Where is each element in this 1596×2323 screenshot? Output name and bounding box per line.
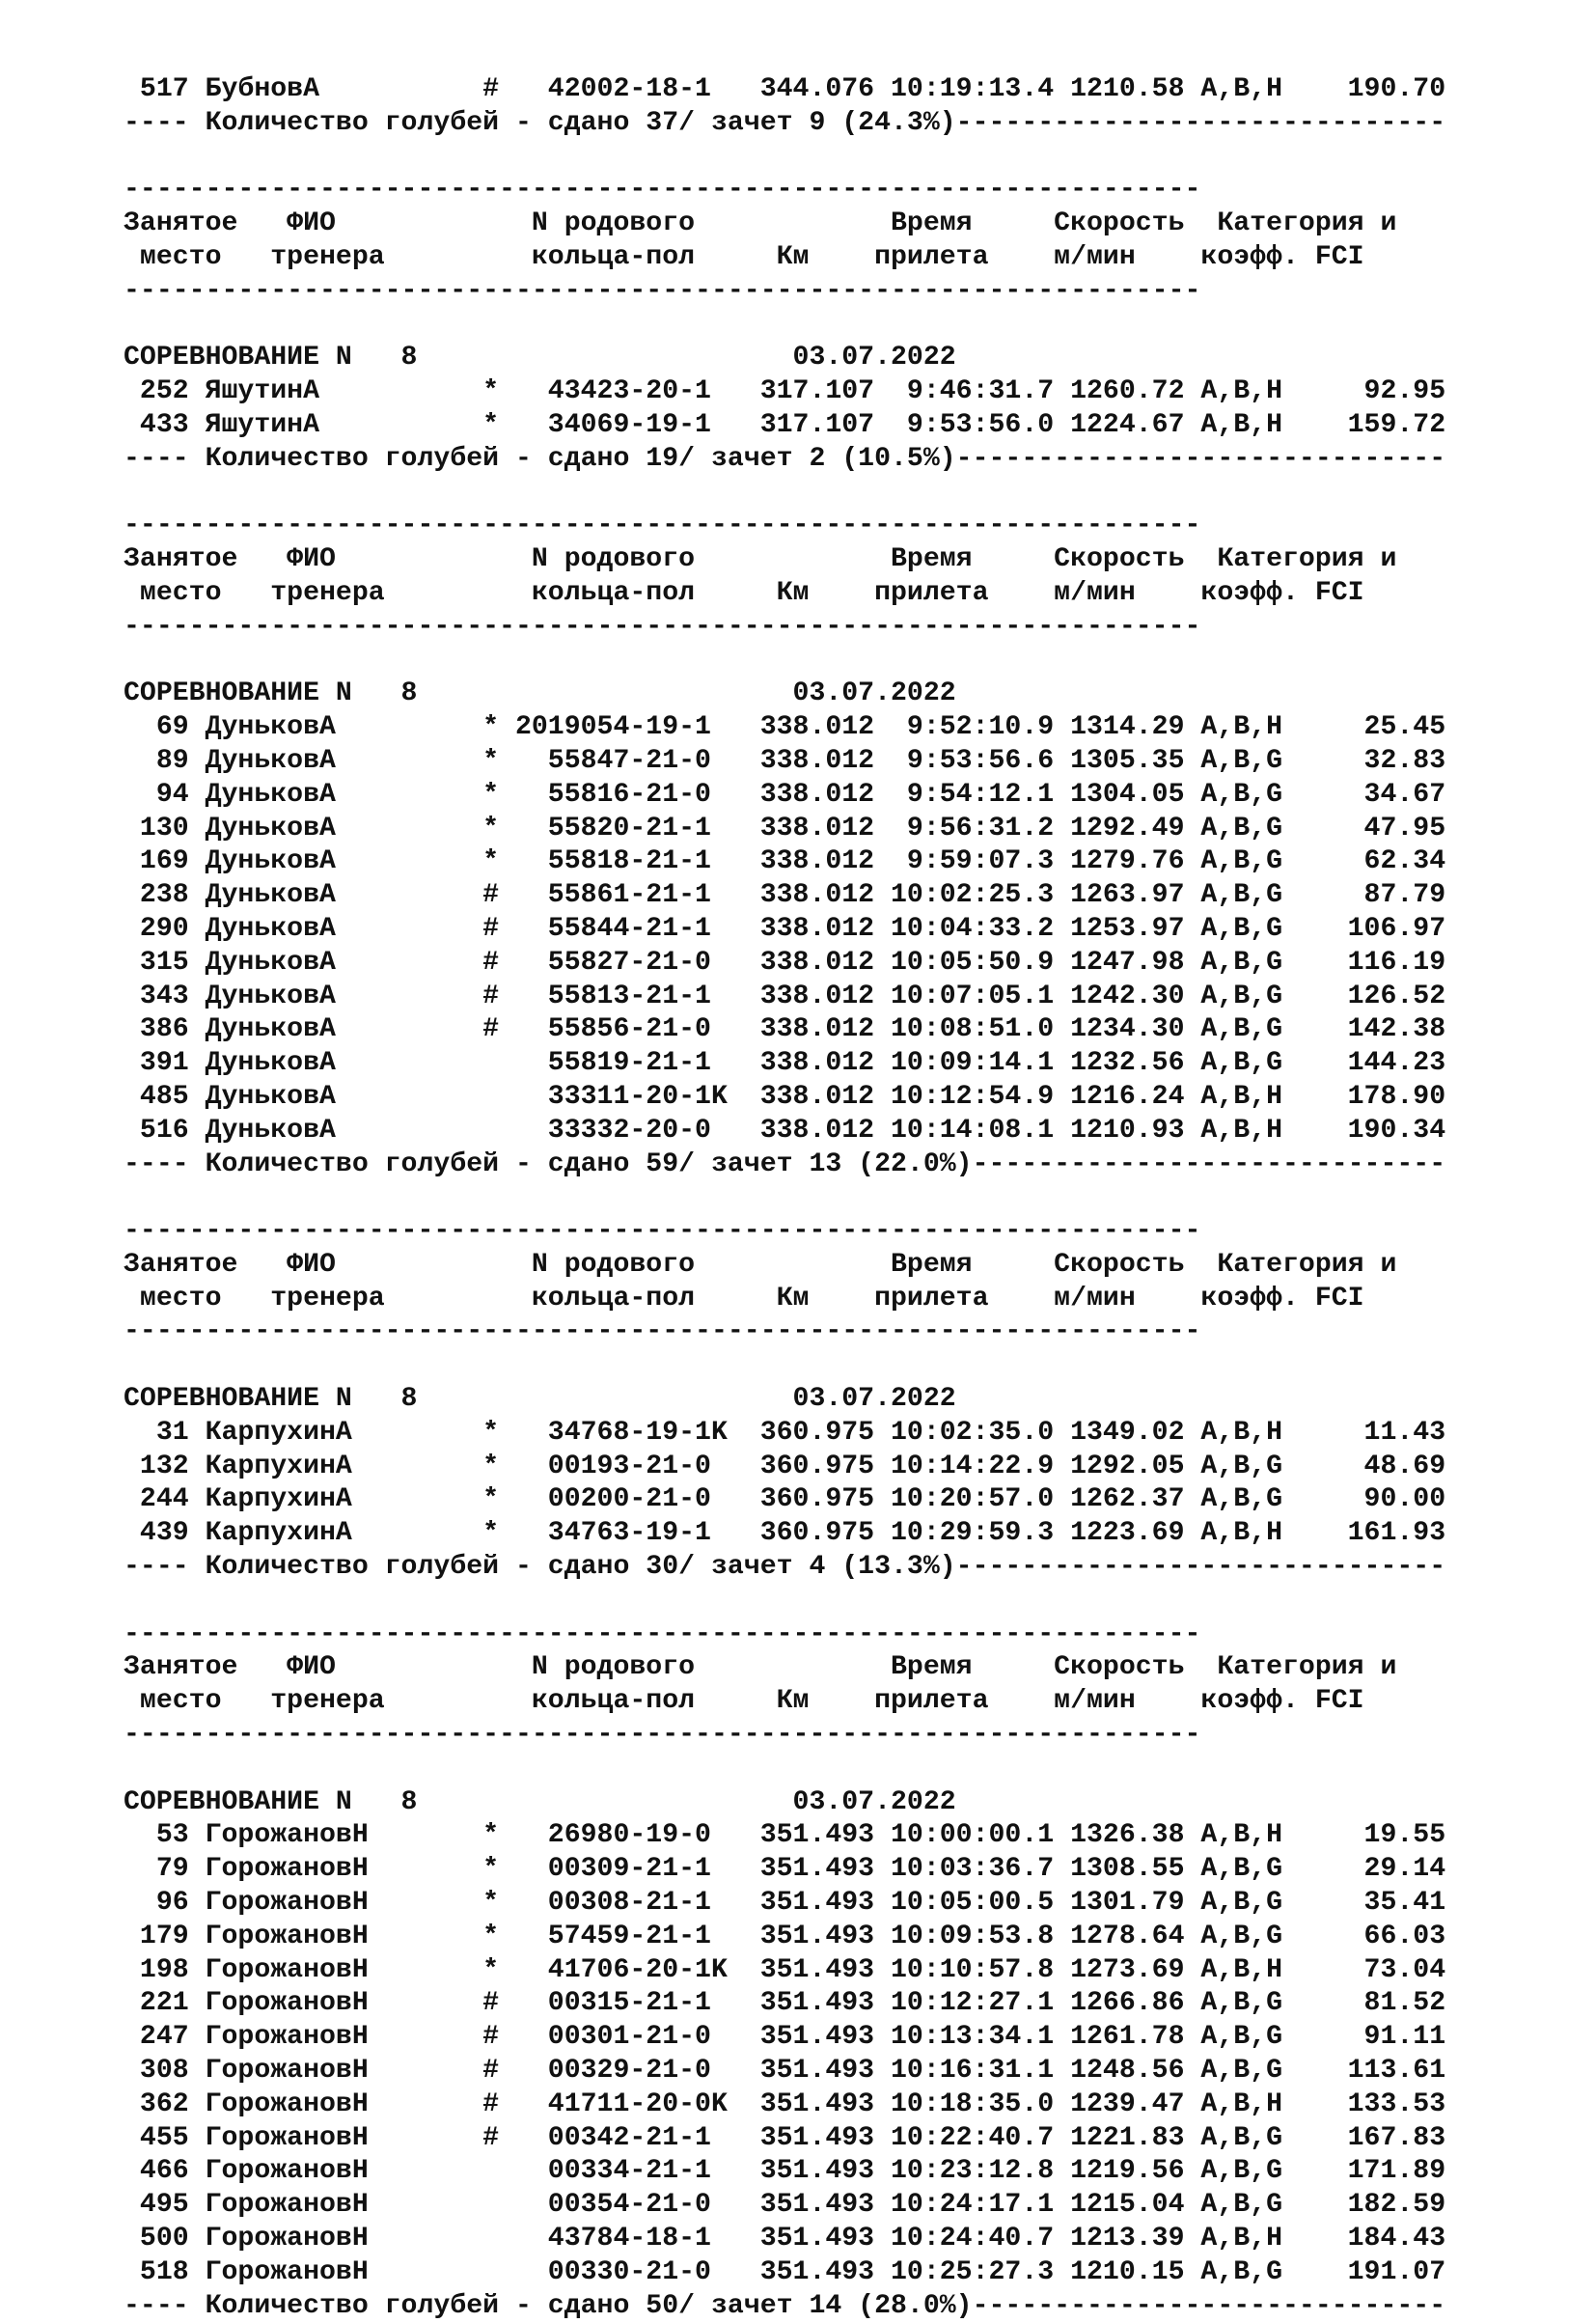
table-header-row2: место тренера кольца-пол Км прилета м/мин коэфф. FCI (124, 1283, 1364, 1314)
result-row: 516 ДуньковА 33332-20-0 338.012 10:14:08.1 1210.93 A,B,H 190.34 (124, 1115, 1446, 1146)
summary-line: ---- Количество голубей - сдано 19/ зачет 2 (10.5%)------------------------------ (124, 443, 1446, 474)
result-row: 315 ДуньковА # 55827-21-0 338.012 10:05:50.9 1247.98 A,B,G 116.19 (124, 947, 1446, 978)
table-header-row2: место тренера кольца-пол Км прилета м/мин коэфф. FCI (124, 1686, 1364, 1717)
result-row: 518 ГорожановН 00330-21-0 351.493 10:25:27.3 1210.15 A,B,G 191.07 (124, 2256, 1446, 2287)
table-header-row1: Занятое ФИО N родового Время Скорость Категория и (124, 208, 1397, 239)
result-row: 221 ГорожановН # 00315-21-1 351.493 10:12:27.1 1266.86 A,B,G 81.52 (124, 1988, 1446, 2019)
result-row: 517 БубновА # 42002-18-1 344.076 10:19:13.4 1210.58 A,B,H 190.70 (124, 74, 1446, 104)
spacer-line (124, 1585, 1445, 1618)
result-row: 79 ГорожановН * 00309-21-1 351.493 10:03:36.7 1308.55 A,B,G 29.14 (124, 1854, 1446, 1885)
result-row: 179 ГорожановН * 57459-21-1 351.493 10:09:53.8 1278.64 A,B,G 66.03 (124, 1921, 1446, 1951)
competition-line: СОРЕВНОВАНИЕ N 8 03.07.2022 (124, 678, 956, 709)
result-block-gorozhanov (124, 1585, 1445, 2323)
result-row: 244 КарпухинА * 00200-21-0 360.975 10:20:57.0 1262.37 A,B,G 90.00 (124, 1484, 1446, 1515)
result-block-yashutin (124, 141, 1445, 477)
competition-line: СОРЕВНОВАНИЕ N 8 03.07.2022 (124, 1786, 956, 1817)
separator-line: ------------------------------------------------------------------ (124, 1216, 1201, 1247)
result-row: 433 ЯшутинА * 34069-19-1 317.107 9:53:56.0 1224.67 A,B,H 159.72 (124, 409, 1446, 440)
result-row: 94 ДуньковА * 55816-21-0 338.012 9:54:12.1 1304.05 A,B,G 34.67 (124, 779, 1446, 810)
summary-line: ---- Количество голубей - сдано 30/ зачет 4 (13.3%)------------------------------ (124, 1552, 1446, 1583)
result-row: 455 ГорожановН # 00342-21-1 351.493 10:22:40.7 1221.83 A,B,G 167.83 (124, 2122, 1446, 2153)
separator-line: ------------------------------------------------------------------ (124, 275, 1201, 306)
competition-line: СОРЕВНОВАНИЕ N 8 03.07.2022 (124, 1384, 956, 1415)
spacer-line (124, 309, 1445, 343)
summary-line: ---- Количество голубей - сдано 59/ зачет 13 (22.0%)----------------------------- (124, 1148, 1446, 1179)
summary-line: ---- Количество голубей - сдано 50/ зачет 14 (28.0%)----------------------------- (124, 2290, 1446, 2321)
result-row: 130 ДуньковА * 55820-21-1 338.012 9:56:31.2 1292.49 A,B,G 47.95 (124, 813, 1446, 843)
result-row: 495 ГорожановН 00354-21-0 351.493 10:24:17.1 1215.04 A,B,G 182.59 (124, 2190, 1446, 2221)
result-row: 343 ДуньковА # 55813-21-1 338.012 10:07:05.1 1242.30 A,B,G 126.52 (124, 981, 1446, 1011)
result-row: 53 ГорожановН * 26980-19-0 351.493 10:00:00.1 1326.38 A,B,H 19.55 (124, 1820, 1446, 1851)
result-row: 308 ГорожановН # 00329-21-0 351.493 10:16:31.1 1248.56 A,B,G 113.61 (124, 2056, 1446, 2087)
spacer-line (124, 477, 1445, 511)
table-header-row2: место тренера кольца-пол Км прилета м/мин коэфф. FCI (124, 241, 1364, 272)
spacer-line (124, 1753, 1445, 1786)
result-row: 391 ДуньковА 55819-21-1 338.012 10:09:14.1 1232.56 A,B,G 144.23 (124, 1048, 1446, 1079)
spacer-line (124, 141, 1445, 175)
result-row: 252 ЯшутинА * 43423-20-1 317.107 9:46:31.7 1260.72 A,B,H 92.95 (124, 376, 1446, 407)
result-block-dunkov (124, 477, 1445, 1182)
result-row: 132 КарпухинА * 00193-21-0 360.975 10:14:22.9 1292.05 A,B,G 48.69 (124, 1451, 1446, 1481)
table-header-row1: Занятое ФИО N родового Время Скорость Категория и (124, 1652, 1397, 1683)
separator-line: ------------------------------------------------------------------ (124, 1720, 1201, 1751)
separator-line: ------------------------------------------------------------------ (124, 1618, 1201, 1649)
result-row: 485 ДуньковА 33311-20-1K 338.012 10:12:54.9 1216.24 A,B,H 178.90 (124, 1081, 1446, 1112)
result-row: 247 ГорожановН # 00301-21-0 351.493 10:13:34.1 1261.78 A,B,G 91.11 (124, 2022, 1446, 2053)
spacer-line (124, 1349, 1445, 1383)
result-row: 466 ГорожановН 00334-21-1 351.493 10:23:12.8 1219.56 A,B,G 171.89 (124, 2156, 1446, 2187)
result-row: 69 ДуньковА * 2019054-19-1 338.012 9:52:10.9 1314.29 A,B,H 25.45 (124, 712, 1446, 743)
result-row: 169 ДуньковА * 55818-21-1 338.012 9:59:07.3 1279.76 A,B,G 62.34 (124, 846, 1446, 877)
result-block-top (124, 73, 1445, 141)
summary-line: ---- Количество голубей - сдано 37/ зачет 9 (24.3%)------------------------------ (124, 107, 1446, 138)
result-row: 290 ДуньковА # 55844-21-1 338.012 10:04:33.2 1253.97 A,B,G 106.97 (124, 913, 1446, 944)
table-header-row2: место тренера кольца-пол Км прилета м/мин коэфф. FCI (124, 577, 1364, 608)
result-row: 439 КарпухинА * 34763-19-1 360.975 10:29:59.3 1223.69 A,B,H 161.93 (124, 1518, 1446, 1549)
result-row: 89 ДуньковА * 55847-21-0 338.012 9:53:56.6 1305.35 A,B,G 32.83 (124, 745, 1446, 776)
separator-line: ------------------------------------------------------------------ (124, 511, 1201, 541)
results-sheet (124, 73, 1445, 2323)
separator-line: ------------------------------------------------------------------ (124, 175, 1201, 206)
separator-line: ------------------------------------------------------------------ (124, 611, 1201, 642)
result-row: 198 ГорожановН * 41706-20-1K 351.493 10:10:57.8 1273.69 A,B,H 73.04 (124, 1954, 1446, 1985)
table-header-row1: Занятое ФИО N родового Время Скорость Категория и (124, 544, 1397, 575)
result-row: 362 ГорожановН # 41711-20-0K 351.493 10:18:35.0 1239.47 A,B,H 133.53 (124, 2088, 1446, 2119)
spacer-line (124, 1181, 1445, 1215)
result-row: 96 ГорожановН * 00308-21-1 351.493 10:05:00.5 1301.79 A,B,G 35.41 (124, 1888, 1446, 1919)
spacer-line (124, 645, 1445, 678)
result-row: 500 ГорожановН 43784-18-1 351.493 10:24:40.7 1213.39 A,B,H 184.43 (124, 2224, 1446, 2254)
result-row: 386 ДуньковА # 55856-21-0 338.012 10:08:51.0 1234.30 A,B,G 142.38 (124, 1014, 1446, 1045)
table-header-row1: Занятое ФИО N родового Время Скорость Категория и (124, 1249, 1397, 1280)
competition-line: СОРЕВНОВАНИЕ N 8 03.07.2022 (124, 343, 956, 373)
separator-line: ------------------------------------------------------------------ (124, 1316, 1201, 1347)
result-block-karpukhin (124, 1181, 1445, 1585)
result-row: 31 КарпухинА * 34768-19-1K 360.975 10:02:35.0 1349.02 A,B,H 11.43 (124, 1417, 1446, 1448)
result-row: 238 ДуньковА # 55861-21-1 338.012 10:02:25.3 1263.97 A,B,G 87.79 (124, 880, 1446, 911)
